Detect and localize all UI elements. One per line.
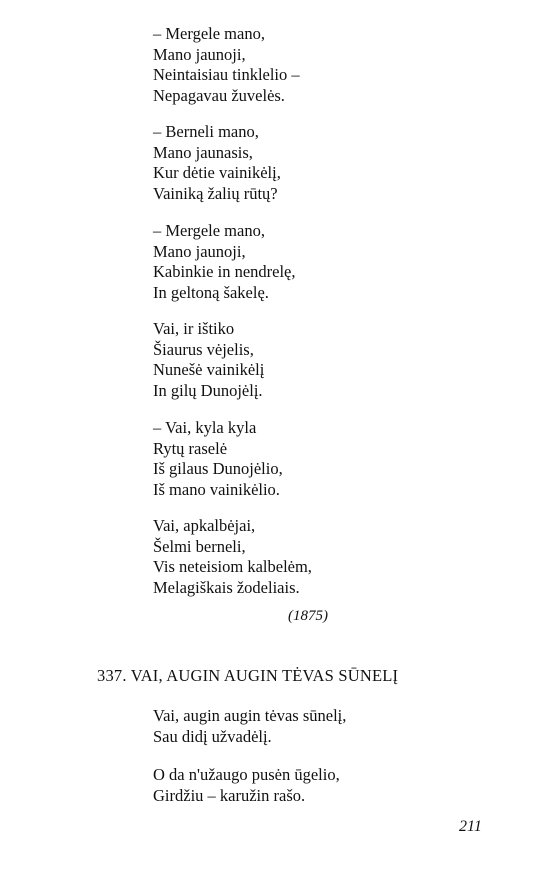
poem-line: – Mergele mano, — [153, 221, 265, 240]
poem-stanza-5 — [153, 418, 283, 500]
poem-line: Vis neteisiom kalbelėm, — [153, 557, 312, 576]
poem-line: Mano jaunasis, — [153, 142, 253, 162]
poem-line: Šiaurus vėjelis, — [153, 339, 254, 359]
poem-line: Mano jaunoji, — [153, 44, 246, 64]
song-stanza-1 — [153, 706, 346, 747]
poem-line: In gilų Dunojėlį. — [153, 380, 263, 400]
poem-stanza-6 — [153, 516, 312, 598]
poem-line: In geltoną šakelę. — [153, 282, 269, 302]
song-line: Vai, augin augin tėvas sūnelį, — [153, 706, 347, 725]
page-number: 211 — [459, 818, 482, 835]
poem-line: – Mergele mano, — [153, 24, 265, 43]
poem-stanza-4 — [153, 319, 264, 401]
poem-line: Neintaisiau tinklelio – — [153, 65, 300, 84]
poem-line: Vainiką žalių rūtų? — [153, 183, 278, 203]
song-line: O da n'užaugo pusėn ūgelio, — [153, 765, 340, 784]
poem-line: Nunešė vainikėlį — [153, 360, 265, 379]
poem-line: Vai, apkalbėjai, — [153, 516, 256, 535]
poem-line: Melagiškais žodeliais. — [153, 577, 300, 597]
song-line: Sau didį užvadėlį. — [153, 726, 272, 746]
poem-line: Iš mano vainikėlio. — [153, 479, 280, 499]
poem-stanza-3 — [153, 221, 296, 303]
poem-line: Kabinkie in nendrelę, — [153, 262, 296, 281]
song-line: Girdžiu – karužin rašo. — [153, 785, 306, 805]
song-title: 337. VAI, AUGIN AUGIN TĖVAS SŪNELĮ — [97, 666, 399, 685]
poem-year: (1875) — [288, 608, 328, 624]
poem-line: Iš gilaus Dunojėlio, — [153, 459, 283, 478]
poem-line: Vai, ir ištiko — [153, 319, 235, 338]
poem-stanza-2 — [153, 122, 281, 204]
poem-line: – Vai, kyla kyla — [153, 418, 257, 437]
poem-line: Mano jaunoji, — [153, 241, 246, 261]
poem-line: – Berneli mano, — [153, 122, 259, 141]
poem-line: Šelmi berneli, — [153, 536, 246, 556]
poem-line: Nepagavau žuvelės. — [153, 85, 285, 105]
song-stanza-2 — [153, 765, 340, 806]
poem-stanza-1 — [153, 24, 300, 106]
poem-line: Rytų raselė — [153, 438, 228, 458]
poem-line: Kur dėtie vainikėlį, — [153, 163, 281, 182]
